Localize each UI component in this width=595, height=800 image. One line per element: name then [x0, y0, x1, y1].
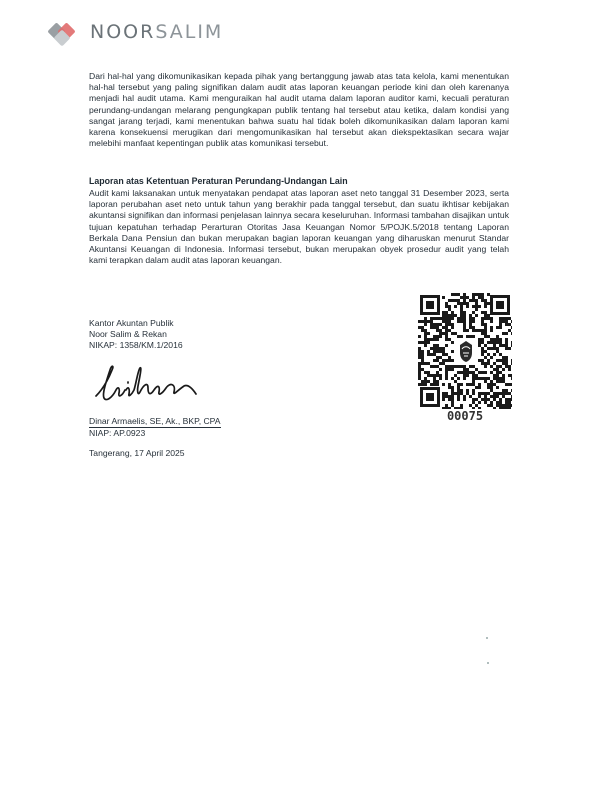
signer-name: Dinar Armaelis, SE, Ak., BKP, CPA: [89, 416, 221, 428]
firm-type: Kantor Akuntan Publik: [89, 318, 174, 328]
verification-qr-code: [418, 293, 512, 409]
key-audit-matters-paragraph: Dari hal-hal yang dikomunikasikan kepada pihak yang bertanggung jawab atas tata kelola, kami menentukan hal-hal tersebut yang paling signifikan dalam audit atas laporan keuangan periode kini dan oleh karenanya menjadi hal audit utama. Kami menguraikan hal audit utama dalam laporan auditor kami, kecuali peraturan perundang-undangan melarang pengungkapan publik tentang hal tersebut atau ketika, dalam kondisi yang sangat jarang terjadi, kami menentukan bahwa suatu hal tidak boleh dikomunikasikan dalam laporan kami karena konsekuensi merugikan dari mengomunikasikan hal tersebut akan diekspektasikan secara wajar melebihi manfaat kepentingan publik atas komunikasi tersebut.: [89, 71, 509, 149]
firm-name: Noor Salim & Rekan: [89, 329, 167, 340]
section-heading: Laporan atas Ketentuan Peraturan Perundang-Undangan Lain: [89, 176, 348, 186]
scan-speck: [486, 637, 488, 639]
scan-speck: [487, 662, 489, 664]
firm-nikap: NIKAP: 1358/KM.1/2016: [89, 340, 183, 351]
company-logo: [44, 12, 223, 52]
logo-wordmark: NOORSALIM: [90, 20, 224, 43]
other-regulations-paragraph: Audit kami laksanakan untuk menyatakan pendapat atas laporan aset neto tanggal 31 Desember 2023, serta laporan perubahan aset neto untuk tahun yang berakhir pada tanggal tersebut, dan suatu ikhtisar kebijakan akuntansi signifikan dan informasi penjelasan lainnya secara keseluruhan. Informasi tambahan disajikan untuk tujuan kepatuhan terhadap Perarturan Otoritas Jasa Keuangan Nomor 5/POJK.5/2018 tentang Laporan Berkala Dana Pensiun dan bukan merupakan bagian laporan keuangan yang diharuskan menurut Standar Akuntansi Keuangan di Indonesia. Informasi tersebut, bukan merupakan obyek prosedur audit yang telah kami terapkan dalam audit atas laporan keuangan.: [89, 188, 509, 266]
signer-niap: NIAP: AP.0923: [89, 428, 146, 439]
qr-serial-number: 00075: [446, 409, 484, 423]
emblem-icon: [460, 341, 472, 362]
report-date: Tangerang, 17 April 2025: [89, 448, 185, 458]
handwritten-signature: [92, 360, 222, 408]
signer-block: [89, 416, 221, 439]
logo-mark-icon: [44, 12, 84, 52]
firm-details: [89, 318, 183, 352]
